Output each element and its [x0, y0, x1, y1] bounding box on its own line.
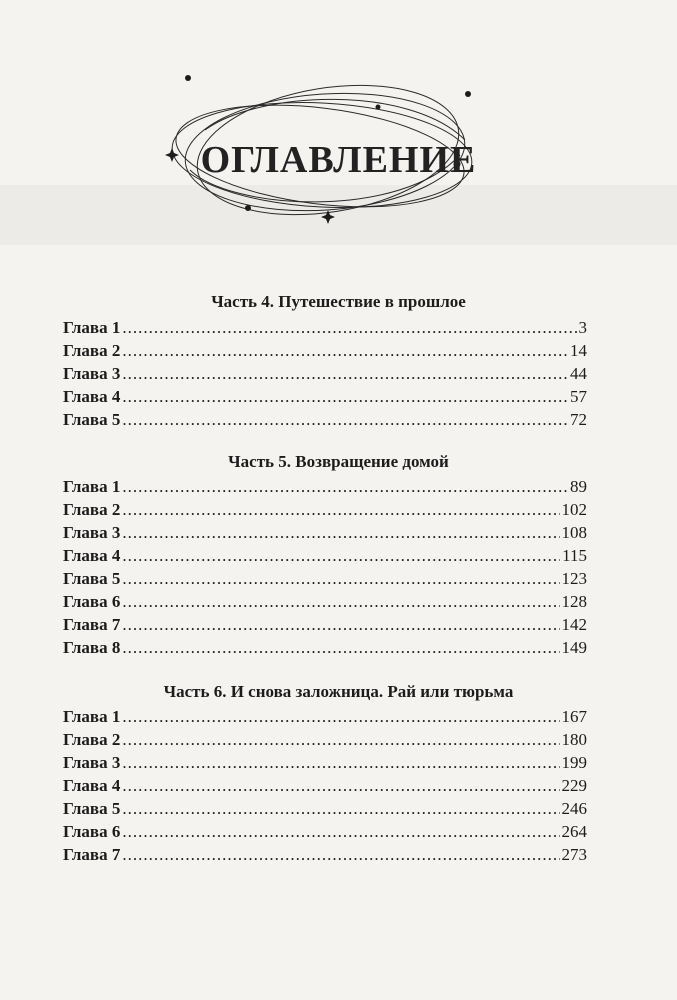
toc-entry[interactable] — [63, 546, 587, 570]
leader-dots — [122, 753, 559, 773]
leader-dots — [122, 776, 559, 796]
page-number: 115 — [562, 546, 587, 565]
chapter-label: Глава 1 — [63, 318, 121, 337]
toc-entry[interactable] — [63, 500, 587, 524]
toc-entry[interactable] — [63, 799, 587, 823]
leader-dots — [122, 341, 568, 361]
chapter-label: Глава 2 — [63, 730, 121, 749]
chapter-label: Глава 4 — [63, 776, 121, 795]
chapter-label: Глава 6 — [63, 822, 121, 841]
toc-entry[interactable] — [63, 845, 587, 869]
part-5-title: Часть 5. Возвращение домой — [228, 452, 449, 471]
toc-entry[interactable] — [63, 523, 587, 547]
chapter-label: Глава 3 — [63, 753, 121, 772]
toc-entry[interactable] — [63, 592, 587, 616]
page-number: 246 — [561, 799, 587, 818]
chapter-label: Глава 7 — [63, 845, 121, 864]
leader-dots — [122, 523, 559, 543]
leader-dots — [122, 410, 568, 430]
page-number: 72 — [570, 410, 587, 429]
leader-dots — [122, 638, 559, 658]
part-6-title: Часть 6. И снова заложница. Рай или тюрьма — [163, 682, 514, 701]
toc-entry[interactable] — [63, 615, 587, 639]
page-number: 167 — [561, 707, 587, 726]
chapter-label: Глава 7 — [63, 615, 121, 634]
page-number: 123 — [561, 569, 587, 588]
leader-dots — [122, 569, 559, 589]
chapter-label: Глава 3 — [63, 523, 121, 542]
toc-entry[interactable] — [63, 730, 587, 754]
leader-dots — [122, 730, 559, 750]
page-number: 44 — [570, 364, 587, 383]
page-number: 102 — [561, 500, 587, 519]
chapter-label: Глава 4 — [63, 387, 121, 406]
chapter-label: Глава 6 — [63, 592, 121, 611]
leader-dots — [122, 707, 559, 727]
leader-dots — [122, 592, 559, 612]
page-number: 3 — [578, 318, 587, 337]
toc-entry[interactable] — [63, 364, 587, 388]
chapter-label: Глава 4 — [63, 546, 121, 565]
toc-entry[interactable] — [63, 477, 587, 501]
leader-dots — [122, 364, 568, 384]
toc-entry[interactable] — [63, 318, 587, 342]
page-number: 229 — [561, 776, 587, 795]
toc-entry[interactable] — [63, 341, 587, 365]
page-number: 264 — [561, 822, 587, 841]
toc-entry[interactable] — [63, 410, 587, 434]
page-number: 199 — [561, 753, 587, 772]
toc-entry[interactable] — [63, 707, 587, 731]
page-number: 108 — [561, 523, 587, 542]
toc-entry[interactable] — [63, 387, 587, 411]
toc-entry[interactable] — [63, 753, 587, 777]
toc-entry[interactable] — [63, 822, 587, 846]
page-number: 180 — [561, 730, 587, 749]
leader-dots — [122, 477, 568, 497]
leader-dots — [122, 546, 560, 566]
chapter-label: Глава 1 — [63, 477, 121, 496]
chapter-label: Глава 2 — [63, 500, 121, 519]
toc-entry[interactable] — [63, 776, 587, 800]
leader-dots — [122, 845, 559, 865]
bleed-through-shadow — [0, 185, 677, 245]
leader-dots — [122, 799, 559, 819]
leader-dots — [122, 822, 559, 842]
page-number: 273 — [561, 845, 587, 864]
leader-dots — [122, 500, 559, 520]
chapter-label: Глава 8 — [63, 638, 121, 657]
page-number: 57 — [570, 387, 587, 406]
toc-entry[interactable] — [63, 569, 587, 593]
chapter-label: Глава 3 — [63, 364, 121, 383]
leader-dots — [122, 615, 559, 635]
chapter-label: Глава 5 — [63, 569, 121, 588]
chapter-label: Глава 5 — [63, 799, 121, 818]
leader-dots — [122, 387, 568, 407]
part-4-title: Часть 4. Путешествие в прошлое — [211, 292, 466, 311]
page-number: 14 — [570, 341, 587, 360]
chapter-label: Глава 2 — [63, 341, 121, 360]
page-number: 142 — [561, 615, 587, 634]
page-title: ОГЛАВЛЕНИЕ — [200, 139, 477, 181]
toc-entry[interactable] — [63, 638, 587, 662]
chapter-label: Глава 1 — [63, 707, 121, 726]
leader-dots — [122, 318, 576, 338]
page-number: 89 — [570, 477, 587, 496]
chapter-label: Глава 5 — [63, 410, 121, 429]
page-number: 149 — [561, 638, 587, 657]
page-number: 128 — [561, 592, 587, 611]
